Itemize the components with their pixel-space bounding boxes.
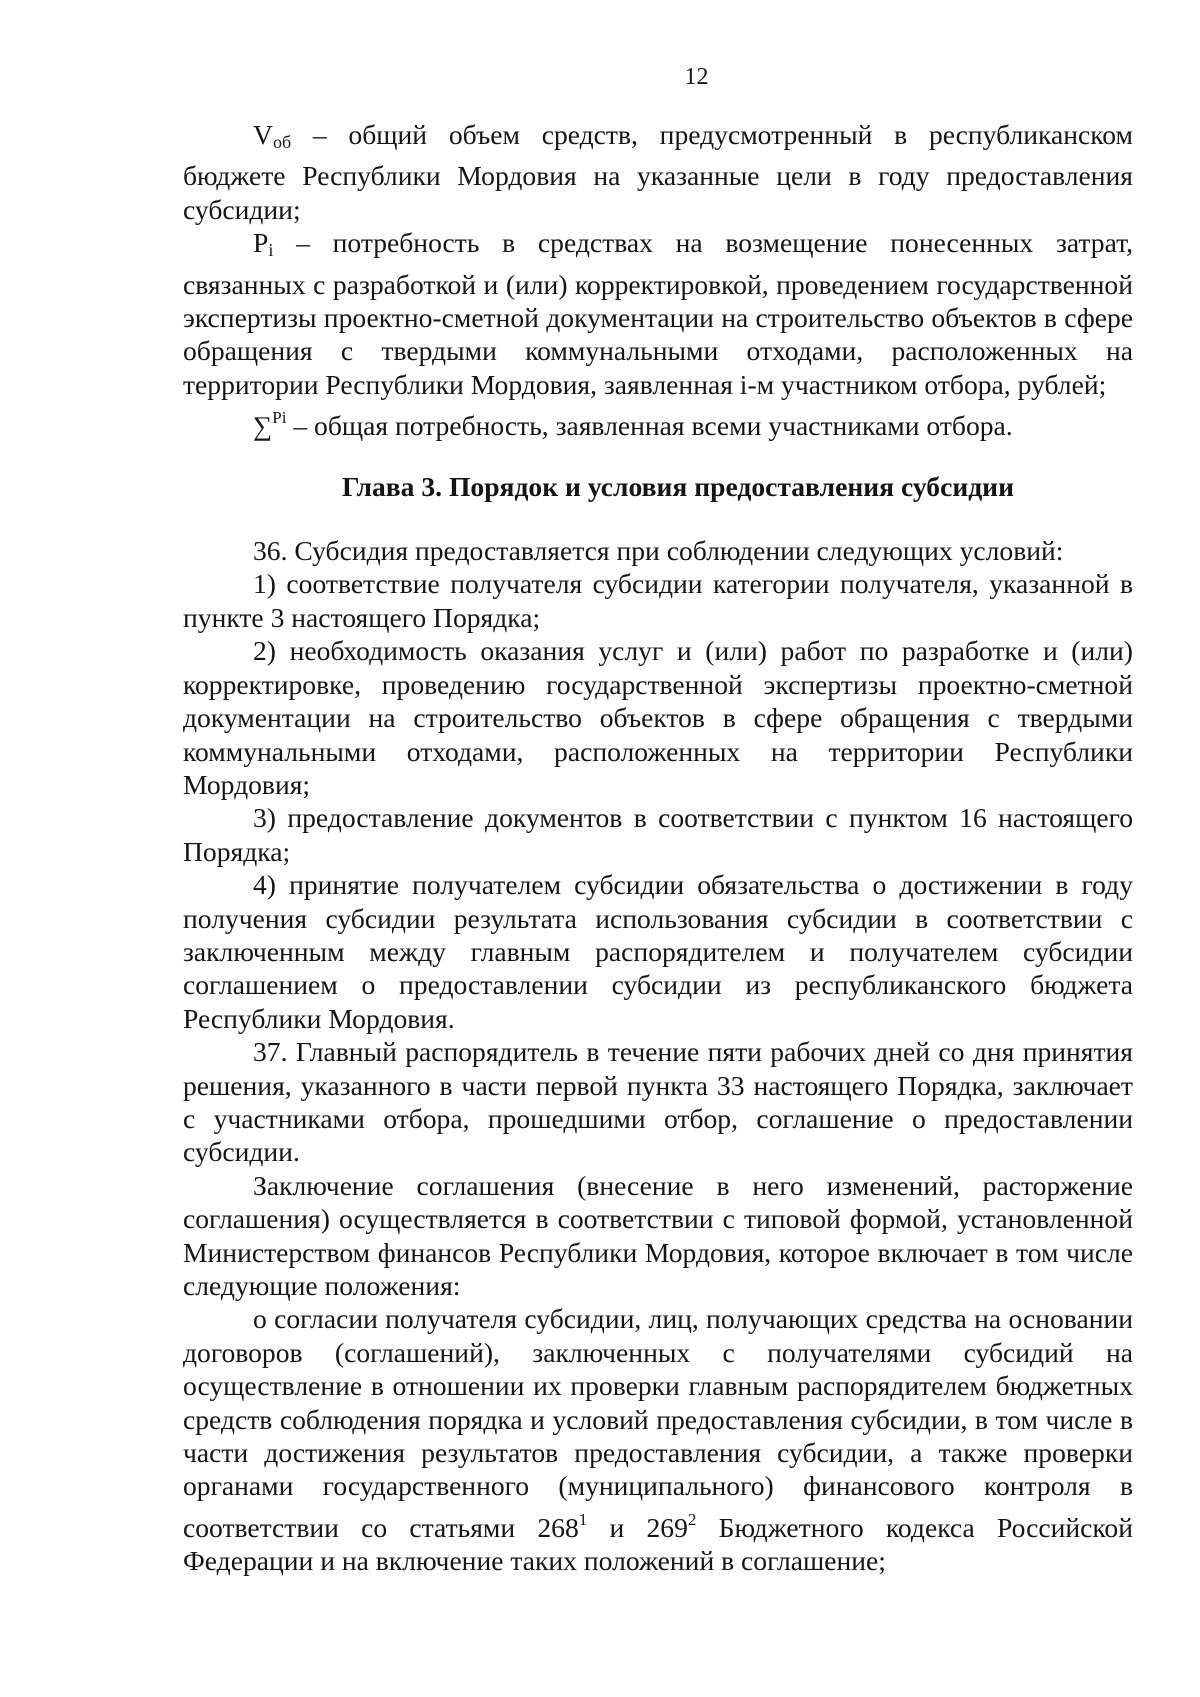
sum-superscript: Pi	[272, 408, 287, 428]
v-definition: – общий объем средств, предусмотренный в республиканском бюджете Республики Мордовия на указанные цели в году предоставления субсидии;	[183, 119, 1133, 225]
v-subscript: об	[272, 132, 292, 152]
sum-definition: – общая потребность, заявленная всеми участниками отбора.	[286, 410, 1013, 442]
agreement-paragraph: Заключение соглашения (внесение в него изменений, расторжение соглашения) осуществляется в соответствии с типовой формой, установленной Министерством финансов Республики Мордовия, которое включает в том числе следующие положения:	[183, 1169, 1133, 1301]
chapter-heading: Глава 3. Порядок и условия предоставления субсидии	[342, 470, 1014, 502]
p-subscript: i	[268, 240, 274, 261]
article-268-superscript: 1	[578, 1509, 588, 1529]
paragraph-37: 37. Главный распорядитель в течение пяти рабочих дней со дня принятия решения, указанного в части первой пункта 33 настоящего Порядка, заключает с участниками отбора, прошедшими отбор, соглашение о предоставлении субсидии.	[183, 1036, 1133, 1168]
consent-paragraph	[183, 1302, 1133, 1577]
p-symbol: P	[253, 227, 269, 259]
condition-3: 3) предоставление документов в соответствии с пунктом 16 настоящего Порядка;	[183, 802, 1133, 867]
sum-symbol: ∑	[253, 411, 273, 442]
condition-1: 1) соответствие получателя субсидии категории получателя, указанной в пункте 3 настоящего Порядка;	[183, 568, 1133, 633]
article-269-superscript: 2	[687, 1509, 697, 1529]
condition-2: 2) необходимость оказания услуг и (или) работ по разработке и (или) корректировке, проведению государственной экспертизы проектно-сметной документации на строительство объектов в сфере обращения с твердыми коммунальными отходами, расположенных на территории Республики Мордовия;	[183, 635, 1133, 800]
p-definition: – потребность в средствах на возмещение понесенных затрат, связанных с разработкой и (или) корректировкой, проведением государственной экспертизы проектно-сметной документации на строительство объектов в сфере обращения с твердыми коммунальными отходами, расположенных на территории Республики Мордовия, заявленная i-м участником отбора, рублей;	[183, 227, 1133, 400]
consent-text-part3: Бюджетного кодекса Российской Федерации и на включение таких положений в соглашение;	[183, 1511, 1133, 1577]
formula-term-v	[183, 118, 1133, 226]
condition-4: 4) принятие получателем субсидии обязательства о достижении в году получения субсидии результата использования субсидии в соответствии с заключенным между главным распорядителем и получателем субсидии соглашением о предоставлении субсидии из республиканского бюджета Республики Мордовия.	[183, 869, 1133, 1034]
formula-term-sum	[183, 401, 1133, 443]
v-symbol: V	[253, 119, 273, 150]
consent-text-part1: о согласии получателя субсидии, лиц, получающих средства на основании договоров (соглашений), заключенных с получателями субсидий на осуществление в отношении их проверки главным распорядителем бюджетных средств соблюдения порядка и условий предоставления субсидии, в том числе в части достижения результатов предоставления субсидии, а также проверки органами государственного (муниципального) финансового контроля в соответствии со статьями 268	[183, 1303, 1133, 1543]
formula-term-p	[183, 226, 1133, 401]
page-number: 12	[684, 64, 709, 90]
document-body	[183, 118, 1133, 1578]
paragraph-36: 36. Субсидия предоставляется при соблюдении следующих условий:	[253, 535, 1064, 567]
consent-text-part2: и 269	[587, 1511, 688, 1543]
